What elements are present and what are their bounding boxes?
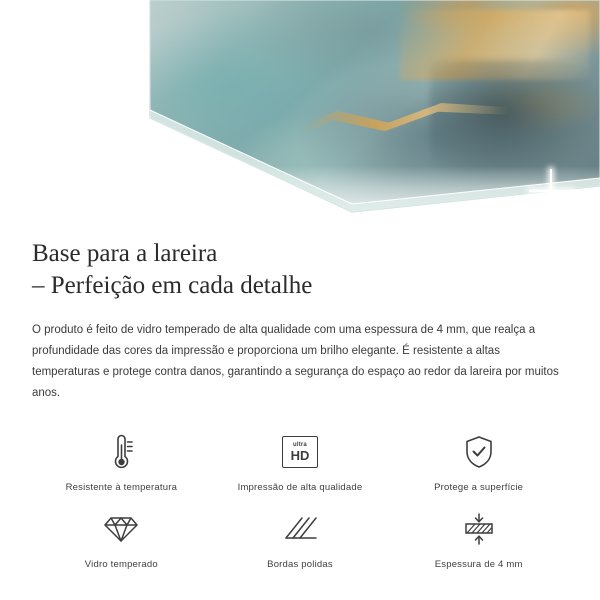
polished-edges-icon (282, 507, 318, 551)
feature-surface-protection (389, 430, 568, 493)
page-title-line-1: Base para a lareira (32, 240, 218, 267)
hero-image (0, 0, 600, 218)
feature-high-quality-print (211, 430, 390, 493)
diamond-icon (103, 507, 139, 551)
page-title-line-2: – Perfeição em cada detalhe (32, 272, 313, 299)
feature-label: Vidro temperado (84, 559, 158, 570)
feature-label: Espessura de 4 mm (434, 559, 523, 570)
hd-text: HD (290, 448, 310, 463)
feature-grid (32, 430, 568, 570)
ultra-text: ultra (292, 442, 307, 448)
feature-temperature-resistant (32, 430, 211, 493)
thickness-icon (459, 507, 499, 551)
feature-label: Resistente à temperatura (65, 482, 178, 493)
feature-label: Impressão de alta qualidade (237, 482, 363, 493)
feature-tempered-glass (32, 507, 211, 570)
dark-teal-wash (430, 60, 600, 190)
thermometer-icon (105, 430, 137, 474)
ultra-hd-icon (282, 430, 318, 474)
content-area (0, 238, 600, 570)
feature-label: Protege a superfície (434, 482, 524, 493)
feature-polished-edges (211, 507, 390, 570)
page-title (32, 238, 568, 302)
shield-check-icon (462, 430, 496, 474)
feature-label: Bordas polidas (267, 559, 333, 570)
product-description: O produto é feito de vidro temperado de alta qualidade com uma espessura de 4 mm, que realça a profundidade das cores da impressão e proporciona um brilho elegante. É resistente a altas temperaturas e protege contra danos, garantindo a segurança do espaço ao redor da lareira por muitos anos. (32, 324, 559, 399)
feature-thickness-4mm (389, 507, 568, 570)
